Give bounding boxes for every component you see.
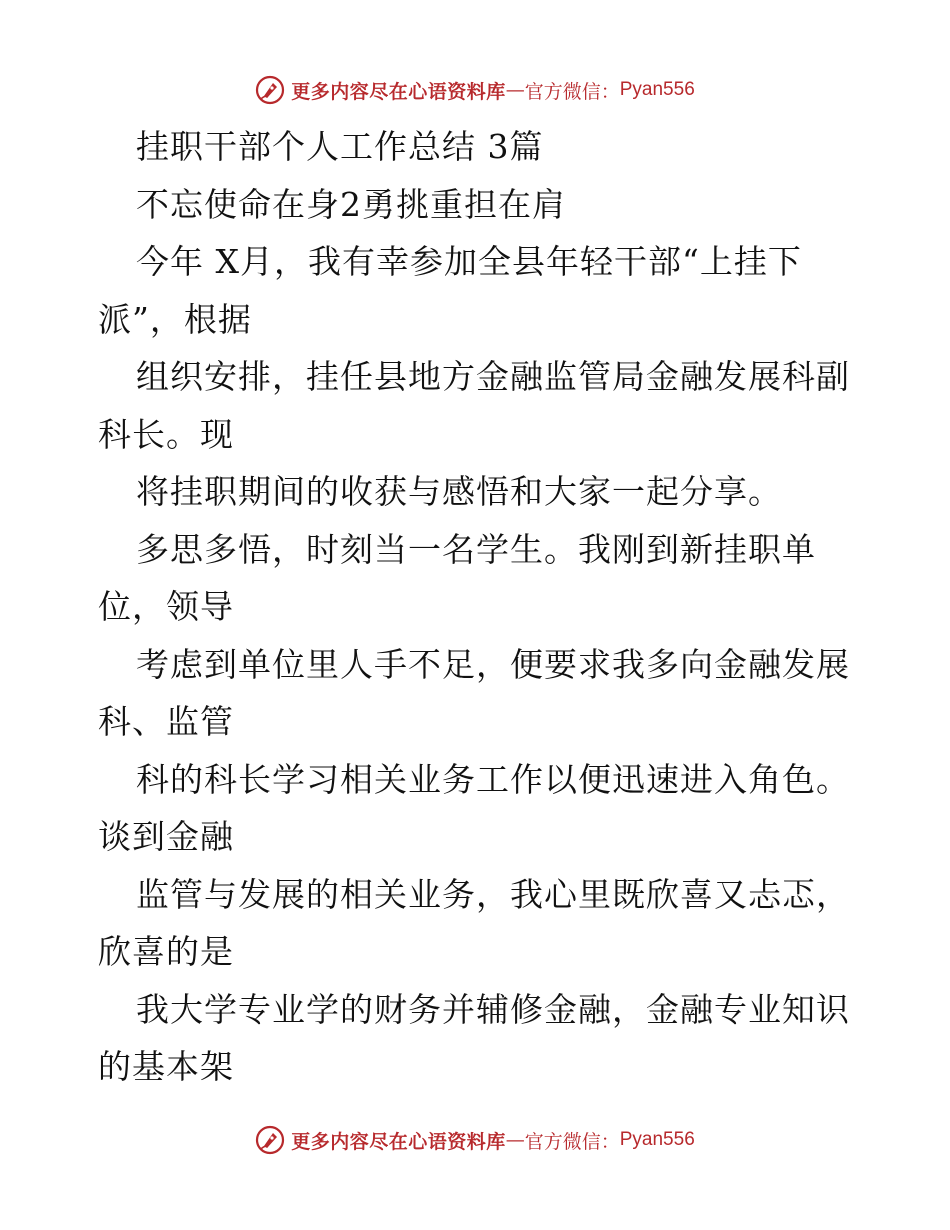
- document-line: 组织安排，挂任县地方金融监管局金融发展科副: [136, 357, 850, 396]
- header-watermark-banner: [0, 70, 950, 110]
- document-line: 欣喜的是: [98, 932, 234, 971]
- document-line: 科长。现: [98, 414, 234, 454]
- header-separator: —: [505, 79, 525, 101]
- document-line: 考虑到单位里人手不足，便要求我多向金融发展: [136, 644, 850, 684]
- footer-separator: —: [505, 1129, 525, 1151]
- document-line: 将挂职期间的收获与感悟和大家一起分享。: [136, 472, 782, 511]
- pen-nib-logo-icon: [255, 1125, 285, 1155]
- document-subtitle: 不忘使命在身2勇挑重担在肩: [136, 184, 566, 224]
- document-line: 监管与发展的相关业务，我心里既欣喜又忐忑，: [136, 874, 850, 914]
- document-title: 挂职干部个人工作总结 3篇: [136, 127, 544, 166]
- document-line: 位，领导: [98, 587, 234, 626]
- header-site-text: 更多内容尽在心语资料库: [291, 80, 506, 103]
- document-line: 科、监管: [98, 702, 234, 741]
- document-line: 我大学专业学的财务并辅修金融，金融专业知识: [136, 989, 850, 1029]
- header-wechat-id: Pyan556: [619, 79, 695, 100]
- footer-watermark-banner: [0, 1120, 950, 1160]
- header-wechat-label: 官方微信：: [524, 80, 620, 103]
- document-body: [98, 118, 858, 1096]
- footer-wechat-id: Pyan556: [619, 1129, 695, 1150]
- document-line: 的基本架: [98, 1047, 234, 1086]
- pen-nib-logo-icon: [255, 75, 285, 105]
- footer-wechat-label: 官方微信：: [524, 1130, 620, 1153]
- document-line: 多思多悟，时刻当一名学生。我刚到新挂职单: [136, 529, 816, 569]
- document-line: 派”，根据: [98, 299, 252, 339]
- document-line: 谈到金融: [98, 817, 234, 856]
- footer-site-text: 更多内容尽在心语资料库: [291, 1130, 506, 1153]
- document-line: 今年 X月，我有幸参加全县年轻干部“上挂下: [136, 242, 802, 281]
- document-line: 科的科长学习相关业务工作以便迅速进入角色。: [136, 759, 850, 799]
